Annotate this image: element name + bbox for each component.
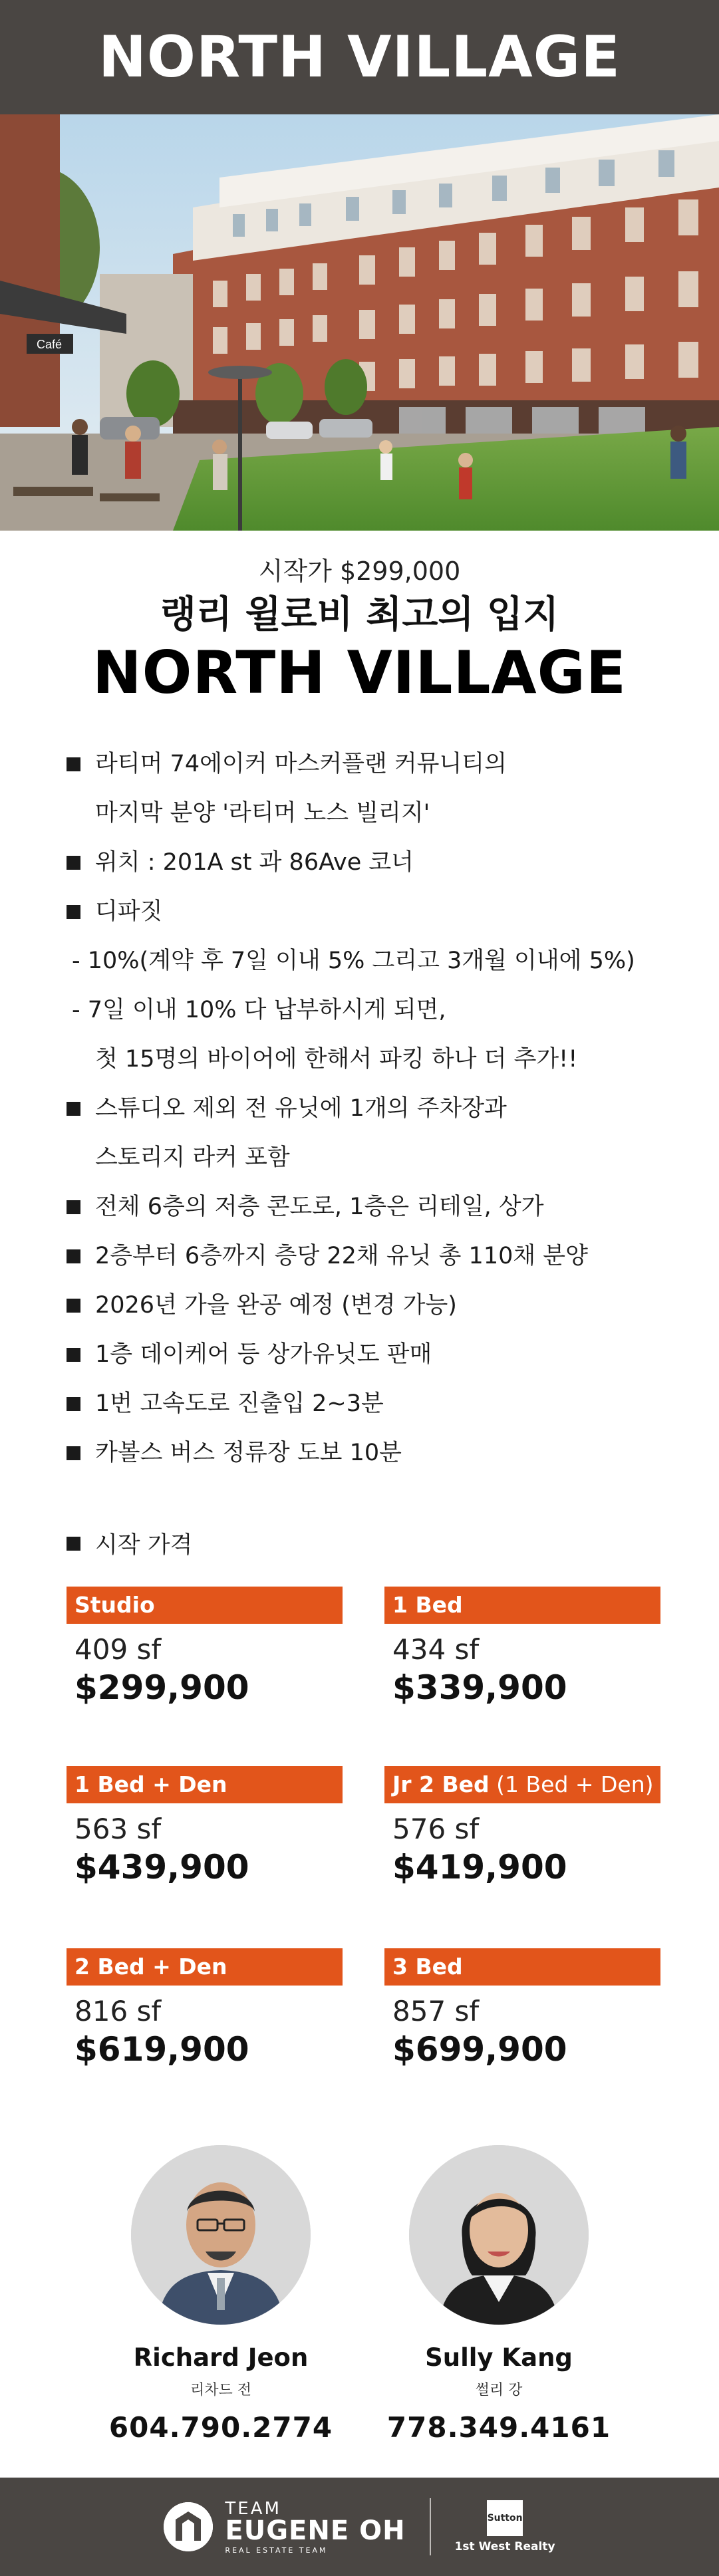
- feature-item: [67, 1182, 678, 1231]
- brokerage-name: 1st West Realty: [454, 2540, 555, 2553]
- agent-photo: [131, 2145, 311, 2325]
- unit-type-label: [67, 1766, 343, 1803]
- bullet-square-icon: [67, 1200, 80, 1214]
- feature-text: 스튜디오 제외 전 유닛에 1개의 주차장과: [95, 1095, 507, 1122]
- feature-item: [67, 1428, 678, 1478]
- agent-name: Sully Kang: [425, 2343, 573, 2372]
- agent-phone: 604.790.2774: [108, 2411, 333, 2444]
- unit-size: 409 sf: [74, 1633, 162, 1666]
- cafe-sign: Café: [37, 338, 63, 351]
- unit-price: $339,900: [392, 1668, 567, 1707]
- feature-text: - 7일 이내 10% 다 납부하시게 되면,: [72, 997, 446, 1023]
- team-logo-text: [225, 2500, 405, 2554]
- unit-card-studio: [67, 1587, 343, 1720]
- team-name: EUGENE OH: [225, 2515, 406, 2546]
- headline: 랭리 윌로비 최고의 입지: [160, 593, 559, 636]
- unit-type-name: 2 Bed + Den: [74, 1954, 227, 1980]
- unit-card-1-bed-den: [67, 1766, 343, 1899]
- feature-text: 2026년 가을 완공 예정 (변경 가능): [95, 1292, 457, 1319]
- bullet-square-icon: [67, 1102, 80, 1116]
- feature-item-continued: [67, 1133, 678, 1182]
- bullet-square-icon: [67, 1348, 80, 1362]
- footer-bar: [0, 2478, 719, 2576]
- feature-text: 전체 6층의 저층 콘도로, 1층은 리테일, 상가: [95, 1194, 544, 1220]
- feature-text: 마지막 분양 '라티머 노스 빌리지': [95, 800, 430, 827]
- team-label: TEAM: [225, 2498, 281, 2519]
- feature-text: 라티머 74에이커 마스커플랜 커뮤니티의: [95, 751, 507, 777]
- unit-type-name: 1 Bed: [392, 1592, 463, 1618]
- unit-card-3-bed: [384, 1948, 660, 2081]
- brokerage-logo: [455, 2500, 555, 2553]
- bullet-square-icon: [67, 856, 80, 870]
- bullet-square-icon: [67, 757, 80, 771]
- unit-size: 563 sf: [74, 1813, 162, 1845]
- feature-item-continued: [67, 789, 678, 838]
- feature-item: [67, 1281, 678, 1330]
- feature-list: [67, 739, 678, 1478]
- feature-item: [67, 739, 678, 789]
- hero-image: [0, 114, 719, 531]
- feature-item-continued: [67, 1035, 678, 1084]
- unit-price: $699,900: [392, 2030, 567, 2069]
- feature-subitem: [67, 985, 678, 1035]
- unit-card-2-bed-den: [67, 1948, 343, 2081]
- agent-phone: 778.349.4161: [386, 2411, 611, 2444]
- agent-name: Richard Jeon: [133, 2343, 309, 2372]
- feature-text: 1층 데이케어 등 상가유닛도 판매: [95, 1341, 432, 1368]
- unit-size: 816 sf: [74, 1995, 162, 2027]
- team-logo-icon: [164, 2502, 213, 2551]
- bullet-square-icon: [67, 1249, 80, 1263]
- feature-item: [67, 1084, 678, 1133]
- header-bar: [0, 0, 719, 114]
- footer-divider: [430, 2498, 431, 2555]
- page-title: NORTH VILLAGE: [98, 24, 621, 90]
- agent-card-sully: [353, 2145, 645, 2444]
- feature-text: 첫 15명의 바이어에 한해서 파킹 하나 더 추가!!: [95, 1046, 578, 1073]
- unit-size: 857 sf: [392, 1995, 480, 2027]
- unit-type-name: 1 Bed + Den: [74, 1771, 227, 1797]
- unit-type-extra: (1 Bed + Den): [489, 1771, 654, 1797]
- feature-item: [67, 1379, 678, 1428]
- unit-type-label: [384, 1948, 660, 1986]
- unit-price: $439,900: [74, 1848, 249, 1886]
- feature-text: 2층부터 6층까지 층당 22채 유닛 총 110채 분양: [95, 1243, 588, 1269]
- agent-photo: [409, 2145, 589, 2325]
- unit-type-name: Studio: [74, 1592, 155, 1618]
- feature-item: [67, 887, 678, 936]
- feature-text: 1번 고속도로 진출입 2~3분: [95, 1390, 384, 1417]
- feature-text: 카볼스 버스 정류장 도보 10분: [95, 1440, 402, 1466]
- unit-size: 576 sf: [392, 1813, 480, 1845]
- bullet-square-icon: [67, 905, 80, 919]
- agent-korean-name: 썰리 강: [475, 2382, 523, 2398]
- pricing-heading: [67, 1527, 192, 1560]
- feature-text: 위치 : 201A st 과 86Ave 코너: [95, 849, 414, 876]
- bullet-square-icon: [67, 1397, 80, 1411]
- feature-text: 디파짓: [95, 898, 163, 925]
- unit-type-label: [67, 1948, 343, 1986]
- unit-card-1-bed: [384, 1587, 660, 1720]
- agent-korean-name: 리차드 전: [190, 2382, 251, 2398]
- pricing-heading-text: 시작 가격: [95, 1532, 193, 1559]
- bullet-square-icon: [67, 1537, 80, 1551]
- feature-subitem: [67, 936, 678, 985]
- feature-text: 스토리지 라커 포함: [95, 1144, 290, 1171]
- bullet-square-icon: [67, 1299, 80, 1313]
- unit-type-label: [384, 1766, 660, 1803]
- bullet-square-icon: [67, 1446, 80, 1460]
- feature-item: [67, 1330, 678, 1379]
- starting-price-text: 시작가 $299,000: [258, 557, 461, 586]
- unit-size: 434 sf: [392, 1633, 480, 1666]
- agent-card-richard: [74, 2145, 367, 2444]
- unit-price: $299,900: [74, 1668, 249, 1707]
- team-subtitle: REAL ESTATE TEAM: [225, 2545, 328, 2555]
- sutton-logo-icon: Sutton: [487, 2500, 523, 2536]
- feature-text: - 10%(계약 후 7일 이내 5% 그리고 3개월 이내에 5%): [72, 948, 635, 974]
- unit-price: $419,900: [392, 1848, 567, 1886]
- unit-type-label: [384, 1587, 660, 1624]
- unit-type-name: Jr 2 Bed: [392, 1771, 490, 1797]
- unit-price: $619,900: [74, 2030, 249, 2069]
- unit-card-jr-2-bed: [384, 1766, 660, 1899]
- unit-type-label: [67, 1587, 343, 1624]
- feature-item: [67, 1231, 678, 1281]
- unit-type-name: 3 Bed: [392, 1954, 463, 1980]
- feature-item: [67, 838, 678, 887]
- project-name: NORTH VILLAGE: [92, 638, 627, 707]
